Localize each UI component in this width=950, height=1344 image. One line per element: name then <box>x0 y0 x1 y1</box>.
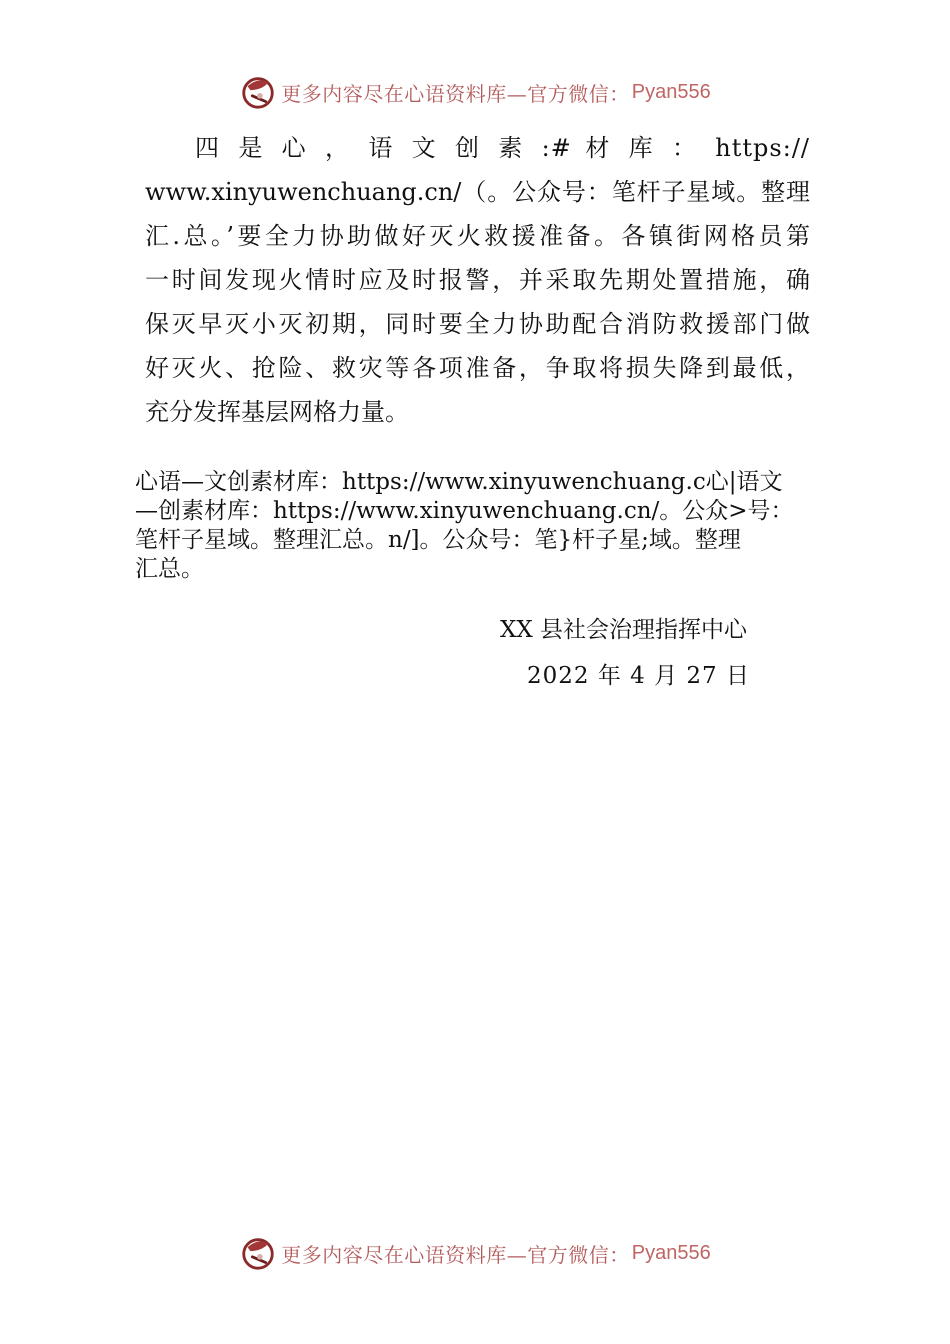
source-note <box>135 468 820 584</box>
mortar-leaf-logo-icon <box>239 1234 277 1272</box>
banner-text: 更多内容尽在心语资料库—官方微信： <box>281 81 630 106</box>
banner-wechat-id: Pyan556 <box>631 80 711 103</box>
mortar-leaf-logo-icon <box>239 73 277 111</box>
paragraph-line: 好灭火、抢险、救灾等各项准备，争取将损失降到最低， <box>145 354 810 382</box>
banner-text: 更多内容尽在心语资料库—官方微信： <box>281 1242 630 1267</box>
paragraph-line: 四 是 心 ， 语 文 创 素 :# 材 库 ： https:// <box>195 134 810 162</box>
footer-banner <box>0 1233 950 1273</box>
note-line: 笔杆子星域。整理汇总。n/]。公众号：笔}杆子星;域。整理 <box>135 527 741 553</box>
signature-date: 2022 年 4 月 27 日 <box>527 663 750 689</box>
paragraph-line: 保灭早灭小灭初期，同时要全力协助配合消防救援部门做 <box>145 310 810 338</box>
note-line: —创素材库：https://www.xinyuwenchuang.cn/。公众>号： <box>135 498 794 524</box>
header-banner <box>0 72 950 112</box>
note-line: 心语—文创素材库：https://www.xinyuwenchuang.c心|语文 <box>135 469 783 495</box>
signature-org: XX 县社会治理指挥中心 <box>500 617 748 643</box>
note-line: 汇总。 <box>135 556 204 582</box>
body-paragraph <box>145 126 810 434</box>
paragraph-line: 汇.总。’要全力协助做好灭火救援准备。各镇街网格员第 <box>145 222 810 250</box>
paragraph-line: www.xinyuwenchuang.cn/（。公众号：笔杆子星域。整理 <box>145 178 810 206</box>
banner-wechat-id: Pyan556 <box>631 1241 711 1264</box>
paragraph-line: 充分发挥基层网格力量。 <box>145 398 409 426</box>
paragraph-line: 一时间发现火情时应及时报警，并采取先期处置措施，确 <box>145 266 810 294</box>
